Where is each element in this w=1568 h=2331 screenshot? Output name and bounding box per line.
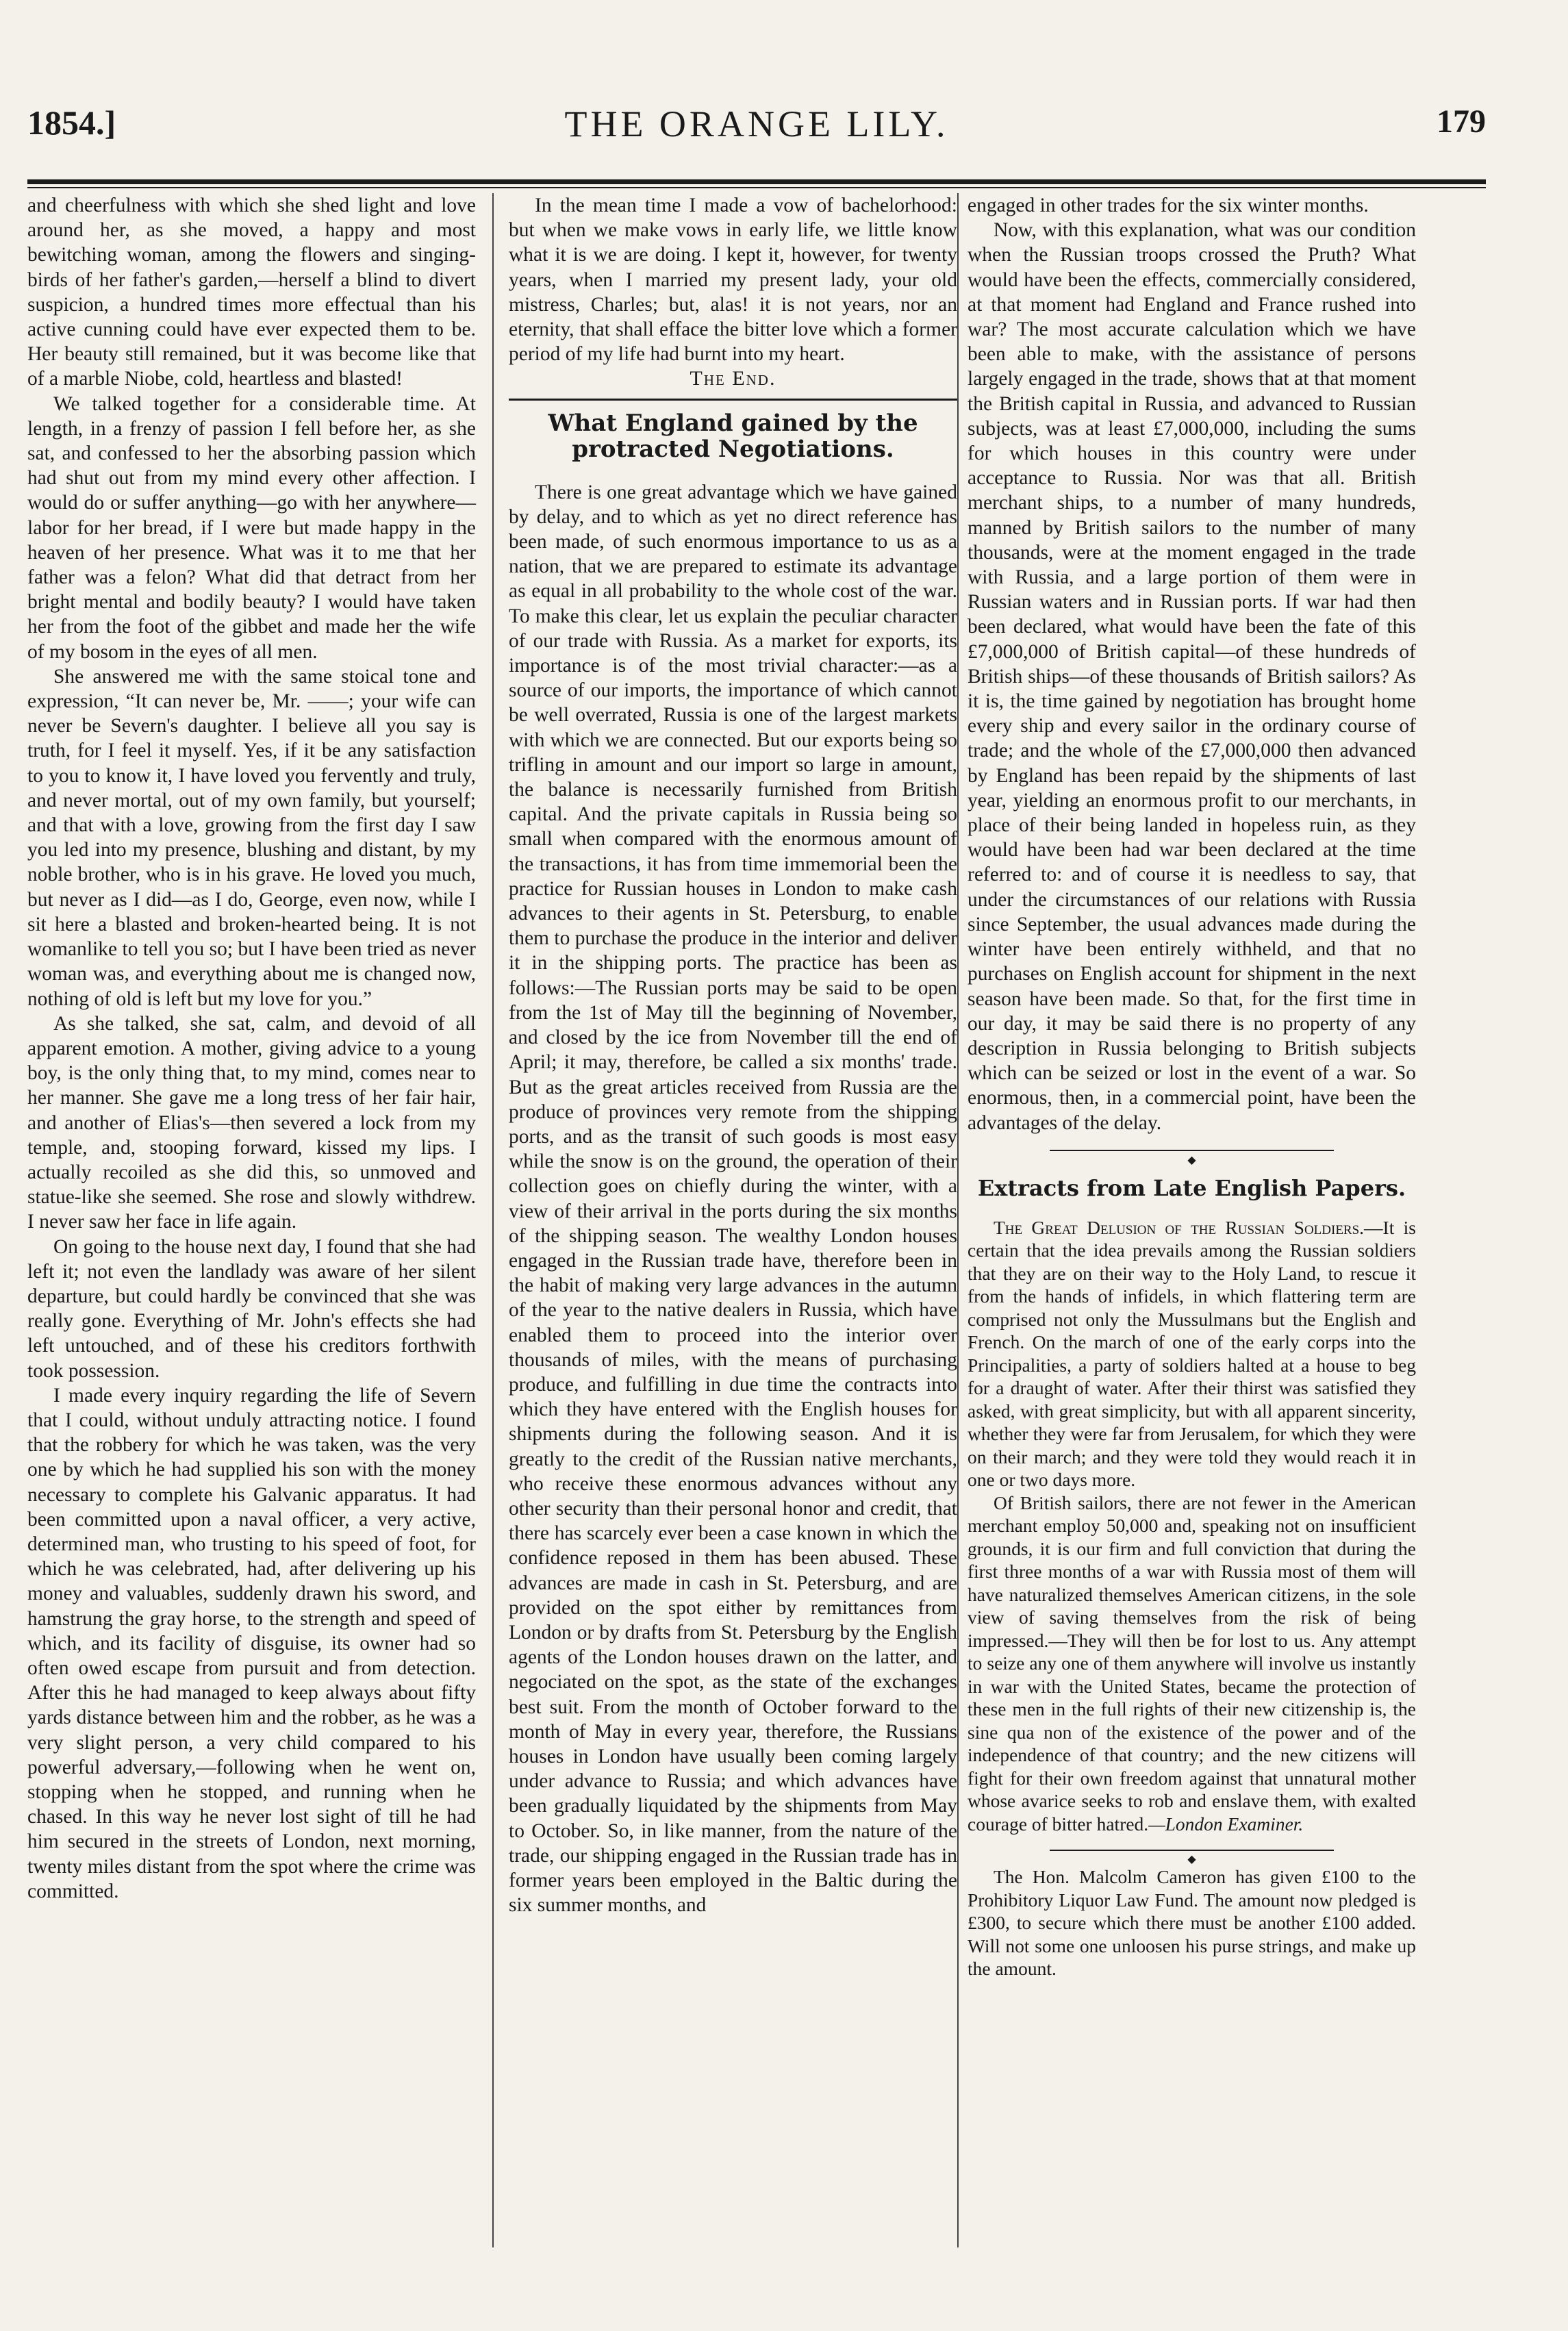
source-credit: —London Examiner. xyxy=(1148,1813,1304,1835)
paragraph: As she talked, she sat, calm, and devoid of all apparent emotion. A mother, giving advice to a young boy, is the only thing that, to my mind, comes near to her manner. She gave me a long tress of her fair hair, and another of Elias's—then severed a lock from my temple, and, stooping forward, kissed my lips. I actually recoiled as she did this, so unmoved and statue-like she seemed. She rose and slowly withdrew. I never saw her face in life again. xyxy=(27,1012,476,1233)
header-rule xyxy=(27,179,1486,184)
lead-in: The Great Delusion of the Russian Soldiers. xyxy=(994,1216,1365,1238)
paragraph-text: Of British sailors, there are not fewer in the American merchant employ 50,000 and, speaking not on insufficient grounds, it is our firm and full conviction that during the first three months of a war with Russia most of them will have naturalized themselves American citizens, in the sole view of saving themselves from the risk of being impressed.—They will then be for lost to us. Any attempt to seize any one of them anywhere will involve us instantly in war with the United States, became the protection of these men in the full rights of their new citizenship is, the sine qua non of the existence of the power and of the independence of that country; and the new citizens will fight for their own freedom against that unnatural mother whose avarice seeks to rob and enslave them, with exalted courage of bitter hatred. xyxy=(968,1491,1416,1835)
column-3 xyxy=(968,193,1416,1980)
paragraph: We talked together for a considerable time. At length, in a frenzy of passion I fell before her, as she sat, and confessed to her the absorbing passion which had shut out from my mind every other affection. I would do or suffer anything—go with her anywhere—labor for her bread, if I were but made happy in the heaven of her presence. What was it to me that her father was a felon? What did that detract from her bright mental and bodily beauty? I would have taken her from the foot of the gibbet and made her the wife of my bosom in the eyes of all men. xyxy=(27,392,476,663)
paragraph: On going to the house next day, I found that she had left it; not even the landlady was aware of her silent departure, but could hardly be convinced that she was really gone. Everything of Mr. John's effects she had left untouched, and of these his creditors forthwith took possession. xyxy=(27,1235,476,1382)
header-rule-thin xyxy=(27,187,1486,188)
paragraph: and cheerfulness with which she shed light and love around her, as she moved, a happy and most bewitching woman, among the flowers and singing-birds of her father's garden,—herself a blind to divert suspicion, a hundred times more effectual than his active cunning could have ever expected them to be. Her beauty still remained, but it was become like that of a marble Niobe, cold, heartless and blasted! xyxy=(27,194,476,390)
paragraph-text: —It is certain that the idea prevails among the Russian soldiers that they are on their way to the Holy Land, to rescue it from the hands of infidels, in which flattering term are comprised not only the Mussulmans but the English and French. On the march of one of the early corps into the Principalities, a party of soldiers halted at a house to beg for a draught of water. After their thirst was satisfied they asked, with great simplicity, but with all apparent sincerity, whether they were far from Jerusalem, for which they were on their march; and they were told they would reach it in one or two days more. xyxy=(968,1216,1416,1491)
ornamental-divider: ◆ xyxy=(968,1145,1416,1156)
page-number: 179 xyxy=(1437,103,1486,140)
column-1 xyxy=(27,193,476,1904)
column-divider xyxy=(492,193,494,2247)
article-title: What England gained by the protracted Negotiations. xyxy=(509,399,957,462)
column-divider xyxy=(957,193,959,2247)
paragraph xyxy=(968,1491,1416,1836)
paragraph: Now, with this explanation, what was our condition when the Russian troops crossed the Pruth? What would have been the effects, commercially considered, at that moment had England and France rushed into war? The most accurate calculation which we have been able to make, with the assistance of persons largely engaged in the trade, shows that at that moment the British capital in Russia, and advanced to Russian subjects, was at least £7,000,000, including the sums for which houses in this country were under acceptance to Russia. Nor was that all. British merchant ships, to a number of many hundreds, manned by British sailors to the number of many thousands, were at the moment engaged in the trade with Russia, and a large portion of them were in Russian waters and in Russian ports. If war had then been declared, what would have been the fate of this £7,000,000 of British capital—of these hundreds of British ships—of these thousands of British sailors? As it is, the time gained by negotiation has brought home every ship and every sailor in the ordinary course of trade; and the whole of the £7,000,000 then advanced by England has been repaid by the shipments of last year, yielding an enormous profit to our merchants, in place of their being landed in hopeless ruin, as they would have been had war been declared at the time referred to: and of course it is needless to say, that under the circumstances of our relations with Russia since September, the usual advances made during the winter have been entirely withheld, and that no purchases on English account for shipment in the next season have been made. So that, for the first time in our day, it may be said there is no property of any description in Russia belonging to British subjects which can be seized or lost in the event of a war. So enormous, then, in a commercial point, have been the advantages of the delay. xyxy=(968,219,1416,1134)
notice-paragraph: The Hon. Malcolm Cameron has given £100 to the Prohibitory Liquor Law Fund. The amount now pledged is £300, to secure which there must be another £100 added. Will not some one unloosen his purse strings, and make up the amount. xyxy=(968,1866,1416,1980)
ornamental-divider: ◆ xyxy=(968,1845,1416,1856)
paragraph: I made every inquiry regarding the life of Severn that I could, without unduly attracting notice. I found that the robbery for which he was taken, was the very one by which he had supplied his son with the money necessary to complete his Galvanic apparatus. It had been committed upon a naval officer, a very active, determined man, who trusting to his speed of foot, for which he was celebrated, had, after delivering up his money and valuables, suddenly drawn his sword, and hamstrung the gray horse, to the strength and speed of which, and its facility of disguise, its owner had so often owed escape from pursuit and from detection. After this he had managed to keep always about fifty yards distance between him and the robber, as he was a very slight person, a very child compared to his powerful adversary,—following when he went on, stopping when he stopped, and running when he chased. In this way he never lost sight of till he had him secured in the streets of London, next morning, twenty miles distant from the spot where the crime was committed. xyxy=(27,1384,476,1902)
column-2 xyxy=(509,193,957,1917)
section-title: Extracts from Late English Papers. xyxy=(977,1174,1406,1201)
paragraph: She answered me with the same stoical tone and expression, “It can never be, Mr. ——; your wife can never be Severn's daughter. I believe all you say is truth, for I feel it myself. Yes, if it be any satisfaction to you to know it, I have loved you fervently and truly, and never mortal, out of my own family, but yourself; and that with a love, growing from the first day I saw you led into my presence, blushing and distant, by my noble brother, who is in his grave. He loved you much, but never as I did—as I do, George, even now, while I sit here a blasted and broken-hearted being. It is not womanlike to tell you so; but I have been tried as never woman was, and everything about me is changed now, nothing of old is left but my love for you.” xyxy=(27,665,476,1010)
header-title: THE ORANGE LILY. xyxy=(564,103,949,144)
paragraph: engaged in other trades for the six winter months. xyxy=(968,194,1369,216)
header-year: 1854.] xyxy=(27,103,116,142)
the-end: The End. xyxy=(690,367,776,390)
paragraph: There is one great advantage which we have gained by delay, and to which as yet no direct reference has been made, of such enormous importance to us as a nation, that we are prepared to estimate its advantage as equal in all probability to the whole cost of the war. To make this clear, let us explain the peculiar character of our trade with Russia. As a market for exports, its importance is of the most trivial character:—as a source of our imports, the importance of which cannot be well overrated, Russia is one of the largest markets with which we are connected. But our exports being so trifling in amount and our import so large in amount, the balance is necessarily furnished from British capital. And the private capitals in Russia being so small when compared with the enormous amount of the transactions, it has from time immemorial been the practice for Russian houses in London to make cash advances to their agents in St. Petersburg, to enable them to purchase the produce in the interior and deliver it in the shipping ports. The practice has been as follows:—The Russian ports may be said to be open from the 1st of May till the beginning of November, and closed by the ice from November till the end of April; it may, therefore, be called a six months' trade. But as the great articles received from Russia are the produce of provinces very remote from the shipping ports, and as the transit of such goods is most easy while the snow is on the ground, the operation of their collection goes on chiefly during the winter, with a view of their arrival in the ports during the six months of the shipping season. The wealthy London houses engaged in the Russian trade have, therefore been in the habit of making very large advances in the autumn of the year to the native dealers in Russia, which have enabled them to proceed into the interior over thousands of miles, with the means of purchasing produce, and fulfilling in due time the contracts into which they have entered with the English houses for shipments during the following season. And it is greatly to the credit of the Russian native merchants, who receive these enormous advances without any other security than their personal honor and credit, that there has scarcely ever been a case known in which the confidence reposed in them has been abused. These advances are made in cash in St. Petersburg, and are provided on the spot either by remittances from London or by drafts from St. Petersburg by the English agents of the London houses drawn on the latter, and negociated on the spot, as the state of the exchanges best suit. From the month of October forward to the month of May in every year, therefore, the Russians houses in London have usually been coming largely under advance to Russia; and which advances have been gradually liquidated by the shipments from May to October. So, in like manner, from the nature of the trade, our shipping engaged in the Russian trade has in former years been employed in the Baltic during the six summer months, and xyxy=(509,481,957,1917)
running-header xyxy=(27,103,1486,151)
paragraph: In the mean time I made a vow of bachelorhood: but when we make vows in early life, we little know what it is we are doing. I kept it, however, for twenty years, when I married my present lady, your old mistress, Charles; but, alas! it is not years, nor an eternity, that shall efface the bitter love which a former period of my life had burnt into my heart. xyxy=(509,194,957,366)
paragraph xyxy=(968,1216,1416,1491)
